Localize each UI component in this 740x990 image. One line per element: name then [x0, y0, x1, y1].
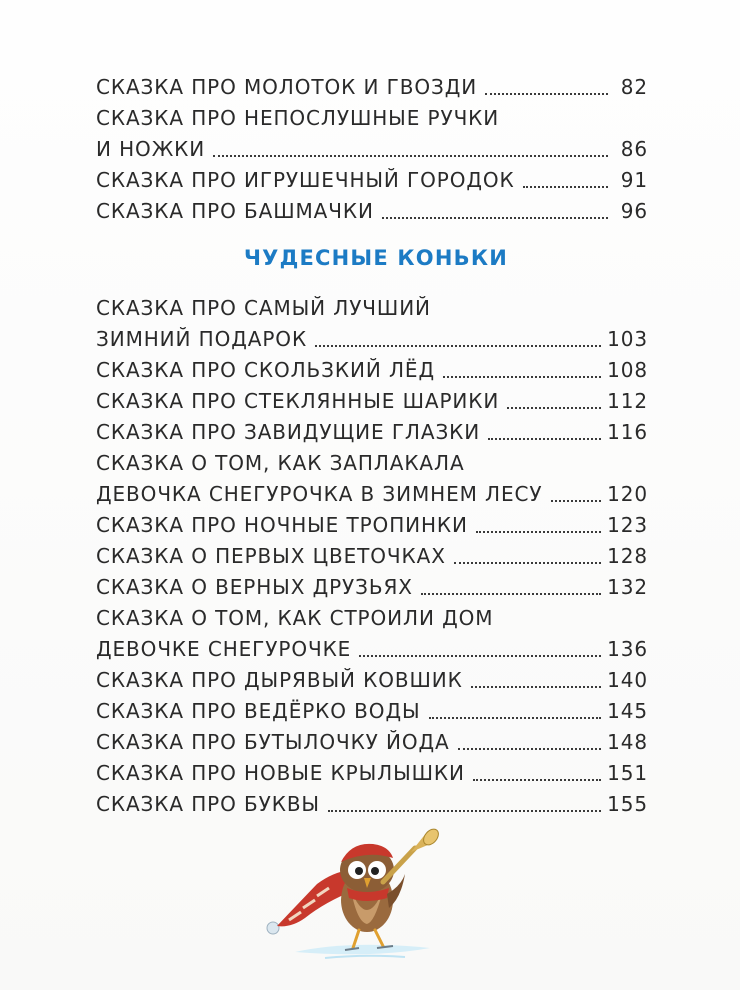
toc-entry-title: ДЕВОЧКА СНЕГУРОЧКА В ЗИМНЕМ ЛЕСУ [96, 482, 543, 506]
toc-page-number: 128 [607, 544, 648, 568]
toc-entry-last-line [96, 386, 648, 417]
toc-entry-title: СКАЗКА ПРО БУКВЫ [96, 792, 320, 816]
toc-entry-title: СКАЗКА ПРО ВЕДЁРКО ВОДЫ [96, 699, 421, 723]
toc-entry-last-line [96, 165, 648, 196]
toc-page-number: 151 [607, 761, 648, 785]
toc-entry [96, 386, 648, 417]
toc-entry-line [96, 103, 648, 134]
dot-leader [443, 375, 601, 378]
dot-leader [458, 747, 602, 750]
toc-page-number: 82 [620, 75, 648, 99]
toc-page-number: 112 [607, 389, 648, 413]
toc-entry-title: СКАЗКА ПРО САМЫЙ ЛУЧШИЙ [96, 296, 431, 320]
table-of-contents [96, 72, 648, 820]
toc-entry [96, 355, 648, 386]
toc-entry [96, 72, 648, 103]
toc-entry [96, 603, 648, 665]
toc-page-number: 116 [607, 420, 648, 444]
dot-leader [429, 716, 602, 719]
toc-entry-title: СКАЗКА ПРО ИГРУШЕЧНЫЙ ГОРОДОК [96, 168, 515, 192]
toc-entry-last-line [96, 196, 648, 227]
toc-entry-last-line [96, 665, 648, 696]
dot-leader [471, 685, 601, 688]
dot-leader [485, 92, 608, 95]
toc-entry [96, 196, 648, 227]
toc-entry-title: СКАЗКА ПРО НОВЫЕ КРЫЛЫШКИ [96, 761, 465, 785]
toc-list-section [96, 293, 648, 820]
dot-leader [551, 499, 602, 502]
toc-entry [96, 665, 648, 696]
toc-entry-last-line [96, 634, 648, 665]
dot-leader [473, 778, 601, 781]
toc-entry-last-line [96, 510, 648, 541]
toc-entry-line [96, 293, 648, 324]
dot-leader [488, 437, 601, 440]
toc-entry [96, 727, 648, 758]
toc-page-number: 108 [607, 358, 648, 382]
toc-page-number: 132 [607, 575, 648, 599]
toc-entry-title: СКАЗКА ПРО БАШМАЧКИ [96, 199, 374, 223]
toc-entry-title: ЗИМНИЙ ПОДАРОК [96, 327, 308, 351]
toc-entry [96, 417, 648, 448]
toc-entry-line [96, 448, 648, 479]
dot-leader [213, 154, 608, 157]
toc-page-number: 120 [607, 482, 648, 506]
toc-entry-title: СКАЗКА О ВЕРНЫХ ДРУЗЬЯХ [96, 575, 413, 599]
toc-list-top [96, 72, 648, 227]
toc-entry-last-line [96, 572, 648, 603]
toc-entry [96, 696, 648, 727]
toc-entry-last-line [96, 758, 648, 789]
toc-entry [96, 165, 648, 196]
toc-entry-last-line [96, 324, 648, 355]
toc-entry-title: СКАЗКА ПРО БУТЫЛОЧКУ ЙОДА [96, 730, 450, 754]
toc-entry-title: СКАЗКА ПРО НОЧНЫЕ ТРОПИНКИ [96, 513, 468, 537]
dot-leader [315, 344, 601, 347]
toc-page-number: 136 [607, 637, 648, 661]
toc-entry-title: СКАЗКА ПРО МОЛОТОК И ГВОЗДИ [96, 75, 478, 99]
toc-entry [96, 758, 648, 789]
toc-page-number: 91 [620, 168, 648, 192]
dot-leader [382, 216, 608, 219]
toc-entry [96, 293, 648, 355]
toc-entry-last-line [96, 541, 648, 572]
dot-leader [359, 654, 601, 657]
toc-entry-title: СКАЗКА О ТОМ, КАК СТРОИЛИ ДОМ [96, 606, 494, 630]
toc-entry-title: СКАЗКА ПРО СТЕКЛЯННЫЕ ШАРИКИ [96, 389, 500, 413]
dot-leader [507, 406, 601, 409]
dot-leader [421, 592, 601, 595]
toc-page-number: 103 [607, 327, 648, 351]
toc-entry [96, 510, 648, 541]
toc-entry-line [96, 603, 648, 634]
toc-entry-title: СКАЗКА ПРО ЗАВИДУЩИЕ ГЛАЗКИ [96, 420, 481, 444]
toc-entry-title: И НОЖКИ [96, 137, 206, 161]
toc-entry-title: СКАЗКА О ПЕРВЫХ ЦВЕТОЧКАХ [96, 544, 446, 568]
toc-entry-last-line [96, 72, 648, 103]
toc-entry-title: ДЕВОЧКЕ СНЕГУРОЧКЕ [96, 637, 352, 661]
toc-entry-last-line [96, 479, 648, 510]
toc-entry-title: СКАЗКА ПРО СКОЛЬЗКИЙ ЛЁД [96, 358, 435, 382]
section-title: ЧУДЕСНЫЕ КОНЬКИ [244, 246, 508, 270]
dot-leader [454, 561, 601, 564]
toc-entry [96, 103, 648, 165]
toc-page-number: 123 [607, 513, 648, 537]
toc-entry-title: СКАЗКА ПРО НЕПОСЛУШНЫЕ РУЧКИ [96, 106, 500, 130]
toc-page-number: 145 [607, 699, 648, 723]
owl-with-trumpet-icon [255, 812, 445, 972]
toc-entry-last-line [96, 134, 648, 165]
toc-entry-title: СКАЗКА ПРО ДЫРЯВЫЙ КОВШИК [96, 668, 463, 692]
toc-entry [96, 541, 648, 572]
toc-page-number: 155 [607, 792, 648, 816]
toc-page-number: 86 [620, 137, 648, 161]
toc-entry-last-line [96, 696, 648, 727]
dot-leader [523, 185, 608, 188]
toc-entry [96, 572, 648, 603]
toc-page-number: 148 [607, 730, 648, 754]
toc-entry-title: СКАЗКА О ТОМ, КАК ЗАПЛАКАЛА [96, 451, 465, 475]
dot-leader [476, 530, 601, 533]
toc-page-number: 140 [607, 668, 648, 692]
toc-entry-last-line [96, 417, 648, 448]
toc-entry-last-line [96, 727, 648, 758]
toc-page-number: 96 [620, 199, 648, 223]
toc-entry [96, 448, 648, 510]
toc-entry-last-line [96, 355, 648, 386]
